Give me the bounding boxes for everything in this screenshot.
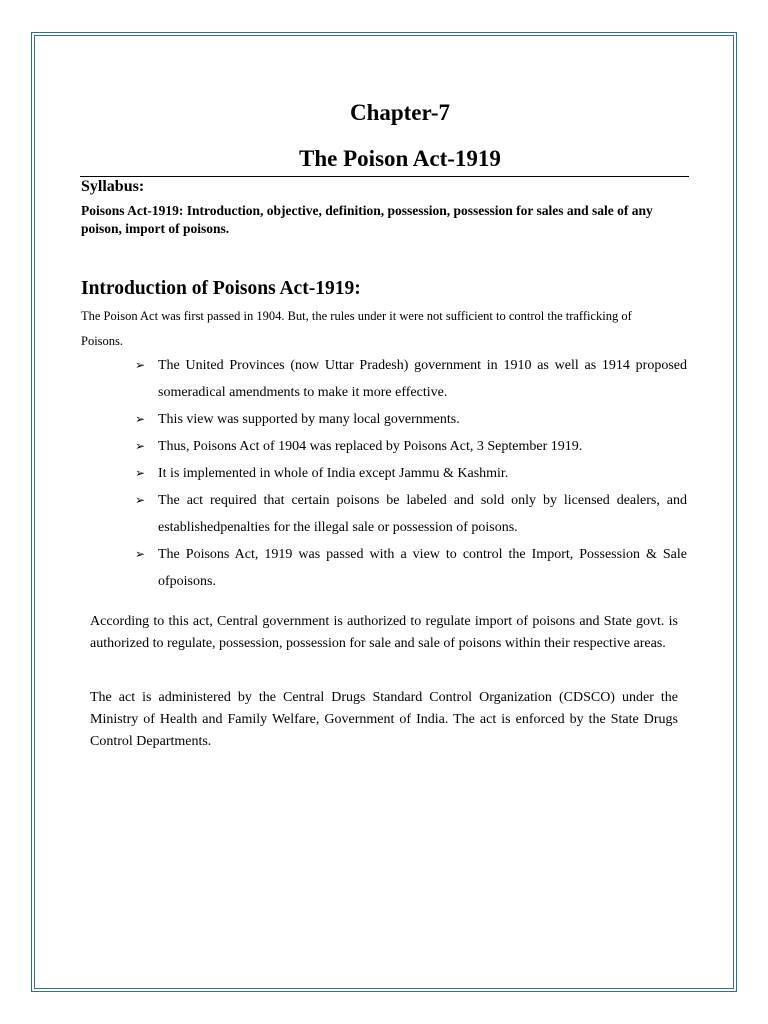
body-paragraph-administration: The act is administered by the Central Drugs Standard Control Organization (CDSCO) under the Ministry of Health and Family Welfare, Government of India. The act is enforced by the State Drugs Control Departments. xyxy=(90,690,678,749)
bullet-text: This view was supported by many local governments. xyxy=(158,412,460,427)
bullet-item xyxy=(134,433,687,460)
arrowhead-bullet-icon: ➢ xyxy=(135,547,146,561)
chapter-number: Chapter-7 xyxy=(349,100,451,125)
arrowhead-bullet-icon: ➢ xyxy=(135,493,146,507)
syllabus-text: Poisons Act-1919: Introduction, objective, definition, possession, possession for sales and sale of any poison, import of poisons. xyxy=(81,203,653,236)
arrowhead-bullet-icon: ➢ xyxy=(135,358,146,372)
introduction-heading: Introduction of Poisons Act-1919: xyxy=(81,278,361,299)
body-paragraph-regulation: According to this act, Central government is authorized to regulate import of poisons and State govt. is authorized to regulate, possession, possession for sale and sale of poisons within their respective areas. xyxy=(90,614,678,651)
bullet-item xyxy=(134,541,687,595)
page-title: The Poison Act-1919 xyxy=(299,146,501,171)
bullet-item xyxy=(134,460,687,487)
bullet-text: The Poisons Act, 1919 was passed with a view to control the Import, Possession & Sale ofpoisons. xyxy=(158,547,687,589)
bullet-item xyxy=(134,487,687,541)
bullet-item xyxy=(134,352,687,406)
bullet-item xyxy=(134,406,687,433)
introduction-bullet-list xyxy=(134,352,687,595)
bullet-text: Thus, Poisons Act of 1904 was replaced by Poisons Act, 3 September 1919. xyxy=(158,439,583,454)
arrowhead-bullet-icon: ➢ xyxy=(135,439,146,453)
bullet-text: It is implemented in whole of India except Jammu & Kashmir. xyxy=(158,466,509,481)
introduction-text: The Poison Act was first passed in 1904. But, the rules under it were not sufficient to control the trafficking of Poisons. xyxy=(81,309,632,348)
title-divider xyxy=(80,176,689,177)
arrowhead-bullet-icon: ➢ xyxy=(135,412,146,426)
bullet-text: The act required that certain poisons be labeled and sold only by licensed dealers, and establishedpenalties for the illegal sale or possession of poisons. xyxy=(158,493,687,535)
arrowhead-bullet-icon: ➢ xyxy=(135,466,146,480)
bullet-text: The United Provinces (now Uttar Pradesh) government in 1910 as well as 1914 proposed someradical amendments to make it more effective. xyxy=(158,358,687,400)
syllabus-label: Syllabus: xyxy=(81,178,145,195)
